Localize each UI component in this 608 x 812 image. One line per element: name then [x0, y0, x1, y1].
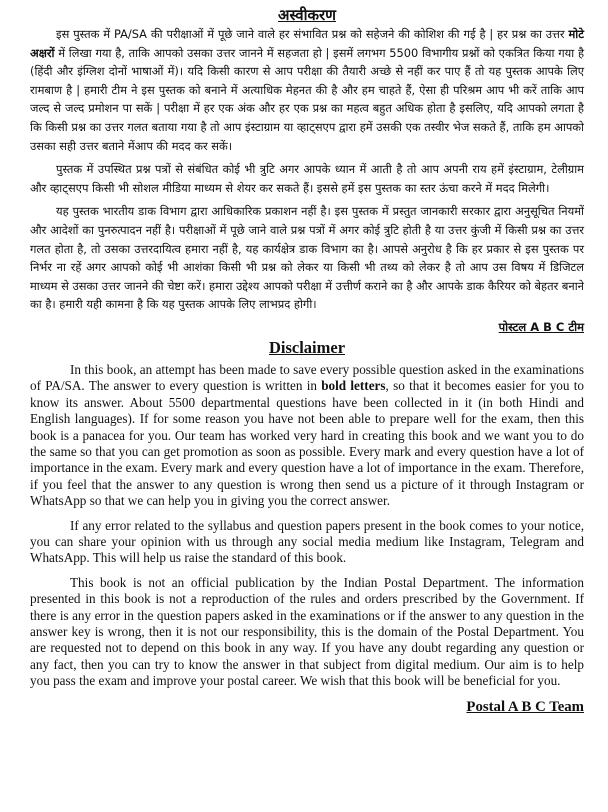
english-signature: Postal A B C Team: [466, 698, 584, 715]
english-paragraph-1-rest: , so that it becomes easier for you to know its answer. About 5500 departmental questions have been collected in it (in both Hindi and English languages). If for some reason you have not been able to prepare well for the exam, then this book is a panacea for you. Our team has worked very hard in creating this book and we want you to do the same so that you can get promotion as soon as possible. Every mark and every question have a lot of importance in the exam. Every mark and every question have a lot of importance in the exam. Therefore, if you feel that the answer to any question is wrong then send us a picture of it through Instagram or WhatsApp so that we can help you in giving you the correct answer.: [30, 378, 584, 509]
english-paragraph-3: This book is not an official publication by the Indian Postal Department. The information presented in this book is not a reproduction of the rules and orders prescribed by the Government. If there is any error in the question papers asked in the examinations or if the answer to any question in the answer key is wrong, then it is not our responsibility, this is the domain of the Postal Department. You are requested not to depend on this book in any way. If you have any doubt regarding any question or any fact, then you can try to know the answer in that subject from digital medium. Our aim is to help you pass the exam and improve your postal career. We wish that this book will be beneficial for you.: [30, 574, 584, 689]
hindi-paragraph-1: [30, 25, 584, 155]
hindi-disclaimer-section: [30, 6, 584, 336]
hindi-paragraph-3: यह पुस्तक भारतीय डाक विभाग द्वारा आधिकारिक प्रकाशन नहीं है। इस पुस्तक में प्रस्तुत जानकारी सरकार द्वारा अनुसूचित नियमों और आदेशों का पुनरुत्पादन नहीं है। परीक्षाओं में पूछे जाने वाले प्रश्न पत्रों में अगर कोई त्रुटि होती है या उत्तर कुंजी में किसी प्रश्न का उत्तर गलत होता है, तो उसका उत्तरदायित्व हमारा नहीं है, यह कार्यक्षेत्र डाक विभाग का है। आपसे अनुरोध है कि हर प्रकार से इस पुस्तक पर निर्भर ना रहें अगर आपको कोई भी आशंका किसी भी प्रश्न को लेकर या किसी भी तथ्य को लेकर है तो आप उस विषय में डिजिटल माध्यम से उसका उत्तर जानने की चेष्टा करें। हमारा उद्देश्य आपको परीक्षा में उत्तीर्ण कराने का है और आपके डाक कैरियर को बेहतर बनाने का है। हमारी यही कामना है कि यह पुस्तक आपके लिए लाभप्रद होगी।: [30, 204, 584, 312]
hindi-bold-phrase: मोटे अक्षरों: [30, 27, 584, 60]
english-disclaimer-section: [30, 338, 584, 716]
english-paragraph-1: [30, 362, 584, 510]
english-title: Disclaimer: [268, 337, 346, 357]
english-bold-phrase: bold letters: [321, 378, 386, 394]
english-paragraph-1-start: In this book, an attempt has been made to save every possible question asked in the examinations of PA/SA. The answer to every question is written in: [30, 361, 584, 394]
hindi-signature: पोस्टल A B C टीम: [498, 319, 584, 334]
hindi-paragraph-1-rest: में लिखा गया है, ताकि आपको उसका उत्तर जानने में सहजता हो | इसमें लगभग 5500 विभागीय प्रश्नों को एकत्रित किया गया है (हिंदी और इंग्लिश दोनों भाषाओं में)। यदि किसी कारण से आप परीक्षा की तैयारी अच्छे से नहीं कर पाए हैं तो यह पुस्तक आपके लिए रामबाण है | हमारी टीम ने इस पुस्तक को बनाने में अत्याधिक मेहनत की है और हम चाहते हैं, ऐसा ही परिश्रम आप भी करें ताकि आप जल्द से जल्द प्रमोशन पा सकें | परीक्षा में हर एक अंक और हर एक प्रश्न का महत्व बहुत अधिक होता है इसलिए, यदि आपको लगता है कि किसी प्रश्न का उत्तर गलत बताया गया है तो आप इंस्टाग्राम या व्हाट्सएप द्वारा हमें उसकी एक तस्वीर भेज सकते हैं, ताकि हम आपको उसका सही उत्तर बताने मेंआप की मदद कर सकें।: [30, 45, 584, 153]
hindi-title: अस्वीकरण: [277, 6, 337, 24]
hindi-paragraph-1-start: इस पुस्तक में PA/SA की परीक्षाओं में पूछे जाने वाले हर संभावित प्रश्न को सहेजने की कोशिश की गई है | हर प्रश्न का उत्तर: [56, 27, 569, 41]
hindi-paragraph-2: पुस्तक में उपस्थित प्रश्न पत्रों से संबंधित कोई भी त्रुटि अगर आपके ध्यान में आती है तो आप अपनी राय हमें इंस्टाग्राम, टेलीग्राम और व्हाट्सएप किसी भी सोशल मीडिया माध्यम से शेयर कर सकते हैं। इससे हमें इस पुस्तक का स्तर ऊंचा करने में मदद मिलेगी।: [30, 162, 584, 195]
english-paragraph-2: If any error related to the syllabus and question papers present in the book comes to your notice, you can share your opinion with us through any social media medium like Instagram, Telegram and WhatsApp. This will help us raise the standard of this book.: [30, 517, 584, 566]
